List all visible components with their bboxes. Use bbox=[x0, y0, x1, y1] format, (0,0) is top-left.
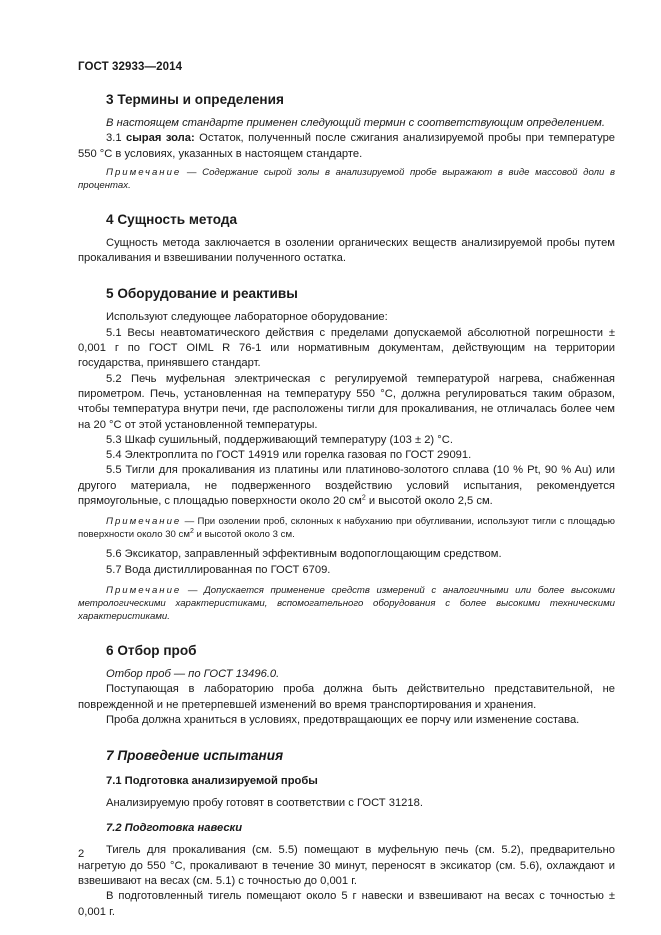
sec5-item-6: 5.6 Эксикатор, заправленный эффективным водопоглощающим средством. bbox=[106, 548, 502, 561]
sec5-intro: Используют следующее лабораторное оборудование: bbox=[106, 311, 388, 324]
page-number: 2 bbox=[78, 848, 85, 860]
sec3-intro: В настоящем стандарте применен следующий термин с соответствующим определением. bbox=[106, 117, 605, 129]
page-content bbox=[78, 92, 615, 920]
sec7-2-p2: В подготовленный тигель помещают около 5 г навески и взвешивают на весах с точностью ± 0,001 г. bbox=[78, 890, 615, 918]
sec6-p3: Проба должна храниться в условиях, предотвращающих ее порчу или изменение состава. bbox=[106, 713, 580, 726]
sec5-item-1: 5.1 Весы неавтоматического действия с пределами допускаемой абсолютной погрешности ± 0,001 г по ГОСТ OIML R 76-1 или нормативным документам, действующим на территории государства, принявшего стандарт. bbox=[78, 326, 615, 370]
section-3-title: 3 Термины и определения bbox=[106, 92, 284, 107]
section-7-title: 7 Проведение испытания bbox=[106, 748, 284, 764]
sec6-p1: Отбор проб — по ГОСТ 13496.0. bbox=[106, 667, 280, 680]
sec4-text: Сущность метода заключается в озолении органических веществ анализируемой пробы путем прокаливания и взвешивании полученного остатка. bbox=[78, 236, 615, 265]
sec6-p2: Поступающая в лабораторию проба должна быть действительно представительной, не поврежденной и не претерпевшей изменений во время транспортирования и хранения. bbox=[78, 683, 615, 711]
subsection-7-2-title: 7.2 Подготовка навески bbox=[106, 822, 243, 835]
section-5-title: 5 Оборудование и реактивы bbox=[106, 286, 298, 302]
section-4-title: 4 Сущность метода bbox=[106, 211, 238, 227]
sec3-definition: 3.1 сырая зола: Остаток, полученный после сжигания анализируемой пробы при температуре 550 °С в условиях, указанных в настоящем стандарте. bbox=[78, 132, 616, 160]
sec7-2-p1: Тигель для прокаливания (см. 5.5) помещают в муфельную печь (см. 5.2), предварительно нагретую до 550 °С, прокаливают в течение 30 минут, переносят в эксикатор (см. 5.6), охлаждают и взвешивают на весах (см. 5.1) с точностью до 0,001 г. bbox=[78, 844, 615, 888]
sec5-item-5: 5.5 Тигли для прокаливания из платины или платиново-золотого сплава (10 % Pt, 90 % Au) или другого материала, не подверженного воздействию условий испытания, рекомендуется прямоугольные, с площадью поверхности около 20 $см^2$ и высотой около 2,5 см. bbox=[78, 464, 615, 508]
sec5-item-7: 5.7 Вода дистиллированная по ГОСТ 6709. bbox=[106, 563, 331, 576]
sec7-1-text: Анализируемую пробу готовят в соответствии с ГОСТ 31218. bbox=[106, 797, 423, 810]
sec5-item-4: 5.4 Электроплита по ГОСТ 14919 или горелка газовая по ГОСТ 29091. bbox=[106, 449, 472, 462]
sec5-item-3: 5.3 Шкаф сушильный, поддерживающий температуру (103 ± 2) °С. bbox=[106, 433, 453, 446]
sec5-note-1: Примечание — При озолении проб, склонных к набуханию при обугливании, используют тигли с площадью поверхности около 30 $см^2$ и высотой около 3 см. bbox=[78, 516, 615, 541]
sec5-item-2: 5.2 Печь муфельная электрическая с регулируемой температурой нагрева, снабженная пирометром. Печь, установленная на температуру 550 °С, должна регулироваться таким образом, чтобы температура внутри печи, где расположены тигли для прокаливания, не отличалась более чем на 20 °С от этой установленной температуры. bbox=[78, 372, 615, 431]
sec3-note: Примечание — Содержание сырой золы в анализируемой пробе выражают в виде массовой доли в процентах. bbox=[78, 166, 615, 191]
sec5-note-2: Примечание — Допускается применение средств измерений с аналогичными или более высокими метрологическими характеристиками, вспомогательного оборудования с более высокими техническими характеристиками. bbox=[78, 584, 615, 622]
subsection-7-1-title: 7.1 Подготовка анализируемой пробы bbox=[106, 775, 318, 788]
section-6-title: 6 Отбор проб bbox=[106, 642, 197, 658]
standard-id: ГОСТ 32933—2014 bbox=[78, 61, 183, 73]
